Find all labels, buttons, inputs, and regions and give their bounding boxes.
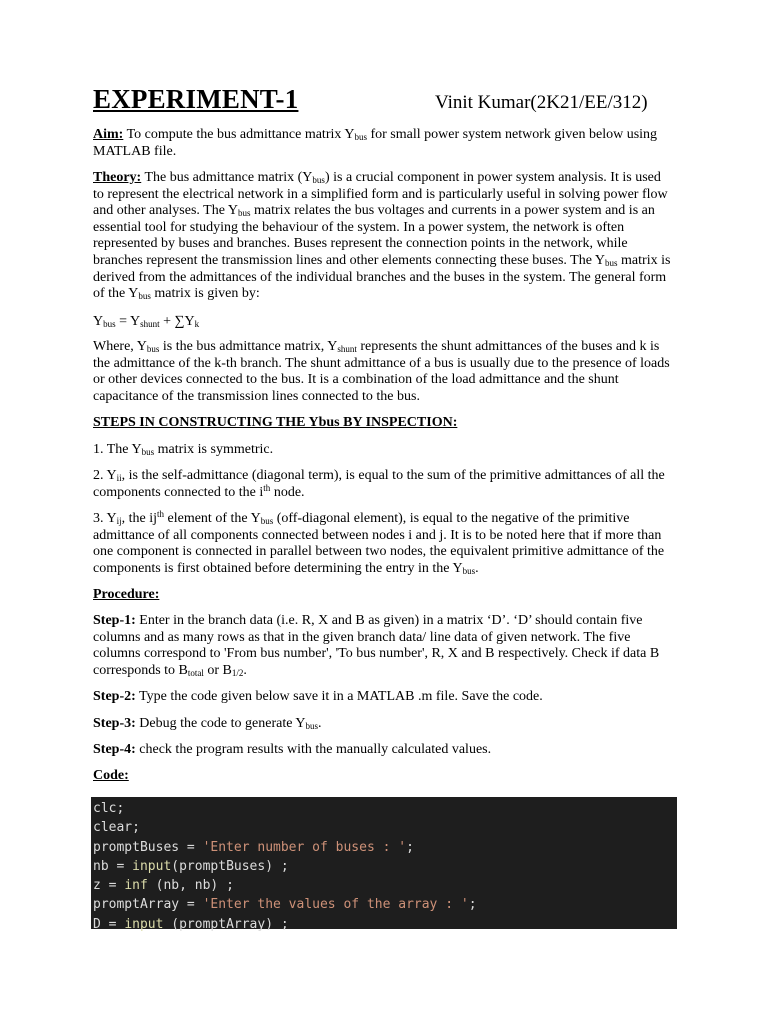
theory-text-3: matrix relates the bus voltages and currents in a power system and is an essential tool for studying the behaviour of the system. In a power system, the network is often represented by buses and branches. Buses represent the connection points in the network, while branches represent the transmission lines and other elements connecting these buses. The Y: [93, 203, 655, 268]
code-token: (promptArray) ;: [163, 916, 289, 932]
step3-sub-3: bus: [462, 565, 476, 576]
proc-step2-text: Type the code given below save it in a MATLAB .m file. Save the code.: [135, 689, 543, 704]
step3-text-5: .: [475, 560, 479, 576]
code-line: [93, 876, 677, 895]
code-line: [93, 838, 677, 857]
formula-y: Y: [93, 314, 104, 329]
theory-sub-3: bus: [605, 257, 618, 268]
where-sub-2: shunt: [337, 344, 357, 354]
code-token: promptBuses =: [93, 839, 203, 855]
step2-text-3: node.: [270, 484, 305, 500]
theory-text-2: ) is a crucial component in power system analysis. It is used to represent the electrical network in a simplified form and is particularly useful in solving power flow and other analyses. The Y: [93, 170, 668, 219]
step2-text-1: 2. Y: [93, 468, 117, 483]
theory-paragraph: [93, 170, 675, 303]
procedure-step-4: [93, 742, 675, 759]
code-token: clear;: [93, 820, 140, 836]
aim-paragraph: [93, 127, 675, 160]
code-string: 'Enter number of buses : ': [202, 839, 407, 855]
code-token: D =: [93, 916, 125, 932]
procedure-heading: Procedure:: [93, 587, 160, 602]
code-line: [93, 799, 677, 818]
formula-sub-shunt: shunt: [140, 319, 160, 329]
code-heading: Code:: [93, 768, 129, 783]
theory-text-1: The bus admittance matrix (Y: [141, 170, 313, 185]
code-function: inf: [124, 878, 148, 894]
where-paragraph: [93, 339, 675, 405]
proc-step1-sub-total: total: [187, 667, 204, 678]
steps-heading: STEPS IN CONSTRUCTING THE Ybus BY INSPECTION:: [93, 415, 458, 430]
step2-text-2: , is the self-admittance (diagonal term), is equal to the sum of the primitive admittances of all the components connected to the i: [93, 468, 665, 500]
code-token: (promptBuses) ;: [171, 858, 289, 874]
code-line: [93, 915, 677, 934]
where-sub-1: bus: [146, 344, 160, 354]
code-token: ;: [468, 897, 477, 913]
proc-step3-label: Step-3:: [93, 716, 136, 731]
code-token: z =: [93, 878, 125, 894]
step1-sub: bus: [141, 447, 155, 457]
procedure-step-1: [93, 613, 675, 679]
code-line: [93, 857, 677, 876]
code-string: 'Enter the values of the array : ': [202, 897, 469, 913]
proc-step1-or: or B: [203, 662, 232, 678]
page-title: EXPERIMENT-1: [93, 84, 299, 114]
ybus-formula: [93, 314, 675, 331]
theory-sub-1: bus: [312, 175, 325, 185]
where-text-2: is the bus admittance matrix, Y: [159, 339, 338, 354]
step-1-item: [93, 442, 675, 459]
code-block[interactable]: [91, 797, 677, 932]
code-line: [93, 895, 677, 914]
where-text-1: Where, Y: [93, 339, 147, 354]
step3-text-4: (off-diagonal element), is equal to the negative of the primitive admittance of all components connected between nodes i and j. It is to be noted here that if more than one component is connected in parallel between two nodes, the equivalent primitive admittance of the components is first obtained before determining the entry in the Y: [93, 511, 665, 576]
proc-step1-end: .: [243, 662, 247, 678]
proc-step3-sub: bus: [305, 721, 319, 731]
theory-label: Theory:: [93, 170, 142, 185]
step1-text-2: matrix is symmetric.: [154, 442, 274, 457]
theory-text-5: matrix is given by:: [150, 286, 260, 302]
formula-sum: + ∑Y: [159, 314, 195, 329]
procedure-step-3: [93, 716, 675, 733]
proc-step4-label: Step-4:: [93, 742, 136, 757]
code-line: [93, 818, 677, 837]
aim-text: To compute the bus admittance matrix Y: [123, 127, 355, 142]
step1-text-1: 1. The Y: [93, 442, 142, 457]
proc-step1-sub-half: 1/2: [231, 667, 244, 678]
aim-sub: bus: [354, 132, 367, 142]
step3-text-2: , the ij: [121, 511, 157, 526]
step3-sub-2: bus: [260, 516, 274, 526]
step-3-item: [93, 511, 675, 577]
step-2-item: [93, 468, 675, 501]
code-token: nb =: [93, 858, 133, 874]
step3-text-3: element of the Y: [164, 511, 261, 526]
code-token: ;: [406, 839, 414, 855]
aim-label: Aim:: [93, 127, 124, 142]
procedure-step-2: [93, 689, 675, 706]
proc-step4-text: check the program results with the manually calculated values.: [135, 742, 492, 757]
code-function: input: [124, 916, 164, 932]
proc-step3-text: Debug the code to generate Y: [135, 716, 306, 731]
formula-sub-bus: bus: [103, 319, 116, 329]
theory-sub-2: bus: [238, 208, 251, 219]
aim-text-end: for small power system network given below using MATLAB file.: [93, 127, 658, 159]
step2-sup: th: [263, 482, 271, 493]
proc-step1-text: Enter in the branch data (i.e. R, X and B as given) in a matrix ‘D’. ‘D’ should contain five columns and as many rows as that in the given branch data/ line data of given network. The five columns correspond to 'From bus number', 'To bus number', R, X and B respectively. Check if data B corresponds to B: [93, 613, 660, 678]
proc-step2-label: Step-2:: [93, 689, 136, 704]
formula-eq: = Y: [115, 314, 141, 329]
code-token: promptArray =: [93, 897, 203, 913]
theory-sub-4: bus: [138, 291, 151, 302]
step2-sub: ii: [116, 473, 122, 483]
proc-step3-end: .: [318, 716, 322, 731]
theory-text-4: matrix is derived from the admittances of the individual branches and the buses in the system. The general form of the Y: [93, 252, 671, 302]
formula-sub-k: k: [194, 319, 200, 329]
code-function: input: [132, 858, 172, 874]
code-token: (nb, nb) ;: [147, 878, 234, 894]
step3-text-1: 3. Y: [93, 511, 117, 526]
code-token: clc;: [93, 801, 125, 816]
step3-sup: th: [157, 509, 165, 519]
step3-sub-1: ij: [116, 516, 122, 526]
proc-step1-label: Step-1:: [93, 613, 136, 628]
author-info: Vinit Kumar(2K21/EE/312): [435, 92, 648, 113]
where-text-3: represents the shunt admittances of the buses and k is the admittance of the k-th branch. The shunt admittance of a bus is usually due to the presence of loads or other devices connected to the bus. It is a combination of the load admittance and the shunt capacitance of the transmission lines connected to the bus.: [93, 339, 670, 404]
